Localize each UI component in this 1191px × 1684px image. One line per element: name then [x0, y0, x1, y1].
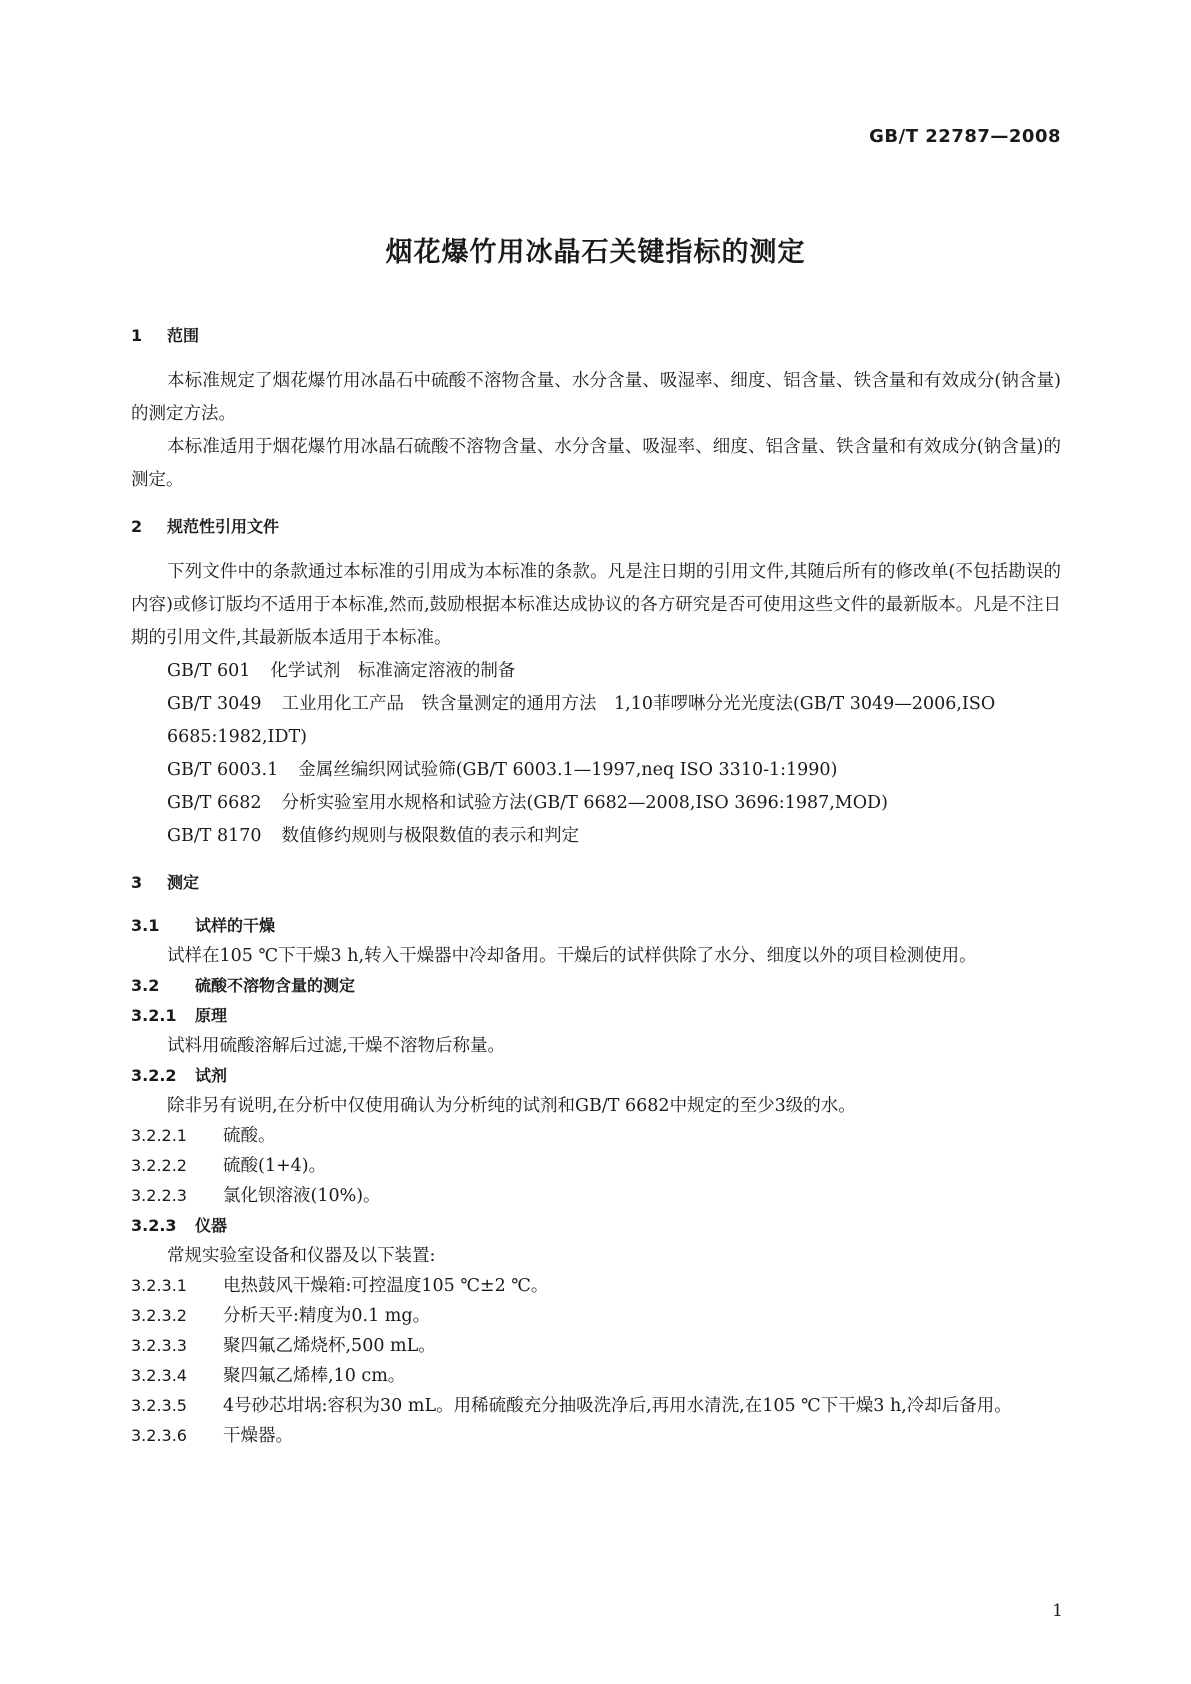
list-item	[131, 1301, 1061, 1331]
item-text: 干燥器。	[223, 1426, 293, 1446]
item-text: 氯化钡溶液(10%)。	[223, 1186, 381, 1206]
section-heading	[131, 515, 1061, 539]
item-text: 电热鼓风干燥箱:可控温度105 ℃±2 ℃。	[223, 1276, 549, 1296]
section-title: 范围	[167, 326, 200, 345]
reference-title: 化学试剂 标准滴定溶液的制备	[270, 661, 516, 681]
list-item	[131, 1151, 1061, 1181]
item-number: 3.2.2.2	[131, 1156, 187, 1175]
item-text: 硫酸。	[223, 1126, 276, 1146]
list-item	[131, 1391, 1061, 1421]
subsection-title: 试样的干燥	[195, 916, 276, 935]
document-title: 烟花爆竹用冰晶石关键指标的测定	[385, 237, 806, 268]
document-body	[131, 324, 1061, 1451]
paragraph: 试样在105 ℃下干燥3 h,转入干燥器中冷却备用。干燥后的试样供除了水分、细度以外的项目检测使用。	[167, 946, 977, 966]
section-number: 2	[131, 517, 143, 536]
reference-code: GB/T 6682	[167, 793, 262, 813]
reference-title: 工业用化工产品 铁含量测定的通用方法 1,10菲啰啉分光光度法(GB/T 3049—2006,ISO 6685:1982,IDT)	[167, 694, 996, 747]
reference-code: GB/T 3049	[167, 694, 262, 714]
item-number: 3.2.2.3	[131, 1186, 187, 1205]
paragraph: 本标准规定了烟花爆竹用冰晶石中硫酸不溶物含量、水分含量、吸湿率、细度、铝含量、铁含量和有效成分(钠含量)的测定方法。	[131, 371, 1061, 424]
section-heading	[131, 871, 1061, 895]
subsection-number: 3.2.1	[131, 1006, 177, 1025]
item-number: 3.2.3.6	[131, 1426, 187, 1445]
item-text: 聚四氟乙烯棒,10 cm。	[223, 1366, 406, 1386]
paragraph: 除非另有说明,在分析中仅使用确认为分析纯的试剂和GB/T 6682中规定的至少3级的水。	[167, 1096, 856, 1116]
list-item	[131, 1421, 1061, 1451]
item-number: 3.2.3.1	[131, 1276, 187, 1295]
item-number: 3.2.3.4	[131, 1366, 187, 1385]
subsection-number: 3.2.2	[131, 1066, 177, 1085]
reference-item	[131, 688, 1061, 754]
reference-item	[131, 655, 1061, 688]
reference-code: GB/T 601	[167, 661, 251, 681]
item-text: 聚四氟乙烯烧杯,500 mL。	[223, 1336, 436, 1356]
reference-item	[131, 787, 1061, 820]
subsection-number: 3.2.3	[131, 1216, 177, 1235]
list-item	[131, 1121, 1061, 1151]
item-number: 3.2.2.1	[131, 1126, 187, 1145]
subsection-title: 原理	[195, 1006, 228, 1025]
reference-title: 数值修约规则与极限数值的表示和判定	[281, 826, 580, 846]
subsection-title: 仪器	[195, 1216, 228, 1235]
paragraph: 本标准适用于烟花爆竹用冰晶石硫酸不溶物含量、水分含量、吸湿率、细度、铝含量、铁含量和有效成分(钠含量)的测定。	[131, 437, 1061, 490]
paragraph: 常规实验室设备和仪器及以下装置:	[167, 1246, 436, 1266]
item-text: 硫酸(1+4)。	[223, 1156, 327, 1176]
subsection-heading	[131, 971, 1061, 1001]
reference-item	[131, 820, 1061, 853]
section-title: 规范性引用文件	[167, 517, 280, 536]
item-number: 3.2.3.5	[131, 1396, 187, 1415]
reference-code: GB/T 6003.1	[167, 760, 279, 780]
list-item	[131, 1361, 1061, 1391]
subsection-title: 硫酸不溶物含量的测定	[195, 976, 356, 995]
paragraph: 下列文件中的条款通过本标准的引用成为本标准的条款。凡是注日期的引用文件,其随后所有的修改单(不包括勘误的内容)或修订版均不适用于本标准,然而,鼓励根据本标准达成协议的各方研究是否可使用这些文件的最新版本。凡是不注日期的引用文件,其最新版本适用于本标准。	[131, 562, 1061, 648]
subsection-heading	[131, 1001, 1061, 1031]
page-number: 1	[1052, 1601, 1063, 1621]
item-number: 3.2.3.2	[131, 1306, 187, 1325]
item-text: 4号砂芯坩埚:容积为30 mL。用稀硫酸充分抽吸洗净后,再用水清洗,在105 ℃下干燥3 h,冷却后备用。	[223, 1396, 1012, 1416]
subsection-number: 3.1	[131, 916, 160, 935]
list-item	[131, 1271, 1061, 1301]
item-number: 3.2.3.3	[131, 1336, 187, 1355]
reference-title: 分析实验室用水规格和试验方法(GB/T 6682—2008,ISO 3696:1987,MOD)	[281, 793, 888, 813]
section-number: 3	[131, 873, 143, 892]
subsection-heading	[131, 1061, 1061, 1091]
reference-code: GB/T 8170	[167, 826, 262, 846]
paragraph: 试料用硫酸溶解后过滤,干燥不溶物后称量。	[167, 1036, 506, 1056]
subsection-heading	[131, 911, 1061, 941]
section-number: 1	[131, 326, 143, 345]
subsection-number: 3.2	[131, 976, 160, 995]
standard-code: GB/T 22787—2008	[869, 126, 1061, 147]
reference-title: 金属丝编织网试验筛(GB/T 6003.1—1997,neq ISO 3310-1:1990)	[298, 760, 838, 780]
subsection-title: 试剂	[195, 1066, 228, 1085]
subsection-heading	[131, 1211, 1061, 1241]
item-text: 分析天平:精度为0.1 mg。	[223, 1306, 431, 1326]
section-title: 测定	[167, 873, 200, 892]
reference-item	[131, 754, 1061, 787]
list-item	[131, 1331, 1061, 1361]
list-item	[131, 1181, 1061, 1211]
section-heading	[131, 324, 1061, 348]
